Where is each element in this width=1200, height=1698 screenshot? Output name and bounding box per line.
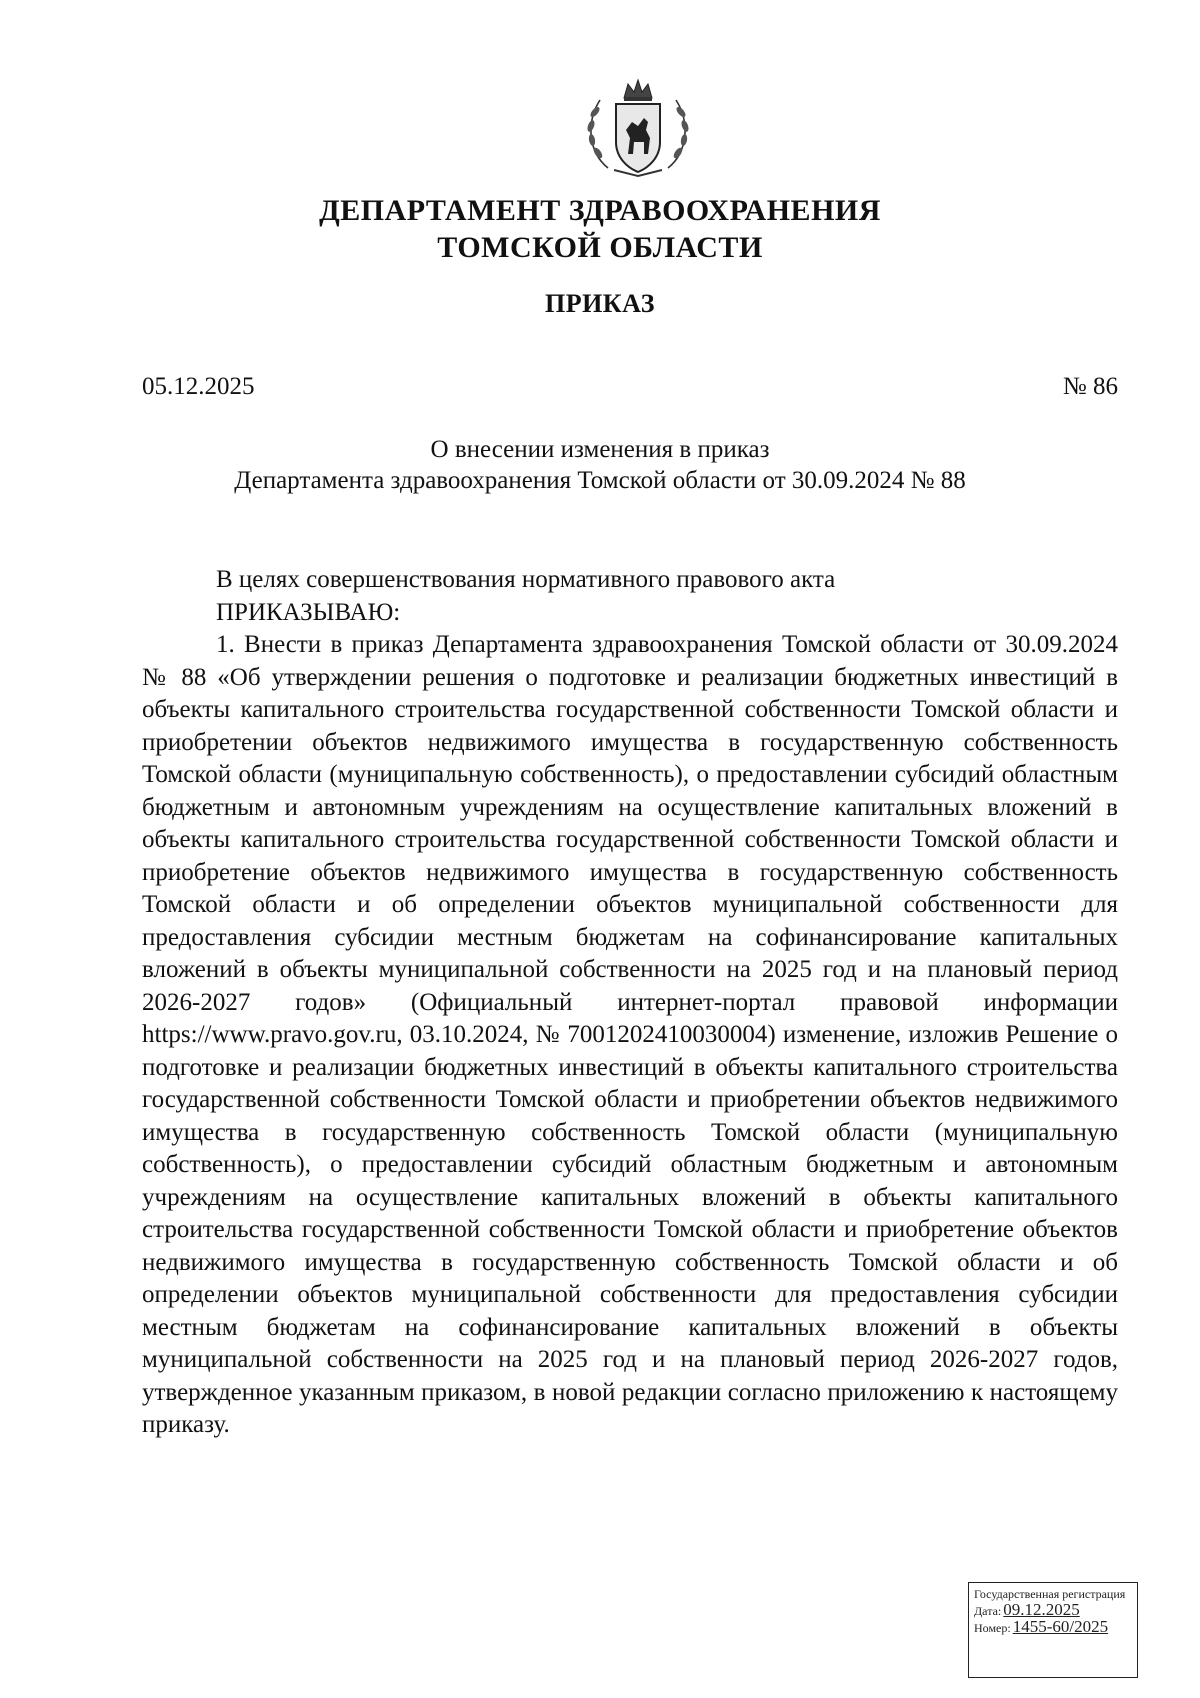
order-word: ПРИКАЗЫВАЮ: <box>216 598 401 626</box>
subject-line1: О внесении изменения в приказ <box>430 436 770 463</box>
organization-title <box>0 192 1200 266</box>
stamp-date-value: 09.12.2025 <box>1003 1600 1080 1619</box>
stamp-title: Государственная регистрация <box>974 1587 1126 1601</box>
registration-stamp <box>968 1582 1138 1678</box>
document-subject <box>0 434 1200 496</box>
organization-title-line2: ТОМСКОЙ ОБЛАСТИ <box>437 231 763 264</box>
document-date: 05.12.2025 <box>142 373 255 400</box>
stamp-date-label: Дата: <box>974 1604 1002 1618</box>
organization-title-line1: ДЕПАРТАМЕНТ ЗДРАВООХРАНЕНИЯ <box>319 194 881 227</box>
document-body <box>142 564 1118 1442</box>
document-number: № 86 <box>1062 373 1118 400</box>
stamp-number-label: Номер: <box>974 1621 1011 1635</box>
coat-of-arms-icon <box>578 72 698 180</box>
stamp-number-value: 1455-60/2025 <box>1012 1617 1109 1636</box>
stamp-number-row <box>974 1619 1132 1636</box>
item-1-paragraph: 1. Внести в приказ Департамента здравоохранения Томской области от 30.09.2024 № 88 «Об утверждении решения о подготовке и реализации бюджетных инвестиций в объекты капитального строительства государственной собственности Томской области и приобретении объектов недвижимого имущества в государственную собственность Томской области (муниципальную собственность), о предоставлении субсидий областным бюджетным и автономным учреждениям на осуществление капитальных вложений в объекты капитального строительства государственной собственности Томской области и приобретение объектов недвижимого имущества в государственную собственность Томской области и об определении объектов муниципальной собственности для предоставления субсидии местным бюджетам на софинансирование капитальных вложений в объекты муниципальной собственности на 2025 год и на плановый период 2026-2027 годов» (Официальный интернет-портал правовой информации https://www.pravo.gov.ru, 03.10.2024, № 7001202410030004) изменение, изложив Решение о подготовке и реализации бюджетных инвестиций в объекты капитального строительства государственной собственности Томской области и приобретении объектов недвижимого имущества в государственную собственность Томской области (муниципальную собственность), о предоставлении субсидий областным бюджетным и автономным учреждениям на осуществление капитальных вложений в объекты капитального строительства государственной собственности Томской области и приобретение объектов недвижимого имущества в государственную собственность Томской области и об определении объектов муниципальной собственности для предоставления субсидии местным бюджетам на софинансирование капитальных вложений в объекты муниципальной собственности на 2025 год и на плановый период 2026-2027 годов, утвержденное указанным приказом, в новой редакции согласно приложению к настоящему приказу. <box>142 631 1118 1438</box>
preamble-paragraph: В целях совершенствования нормативного правового акта <box>216 566 836 593</box>
subject-line2: Департамента здравоохранения Томской области от 30.09.2024 № 88 <box>234 467 966 494</box>
document-type-title: ПРИКАЗ <box>544 289 656 318</box>
